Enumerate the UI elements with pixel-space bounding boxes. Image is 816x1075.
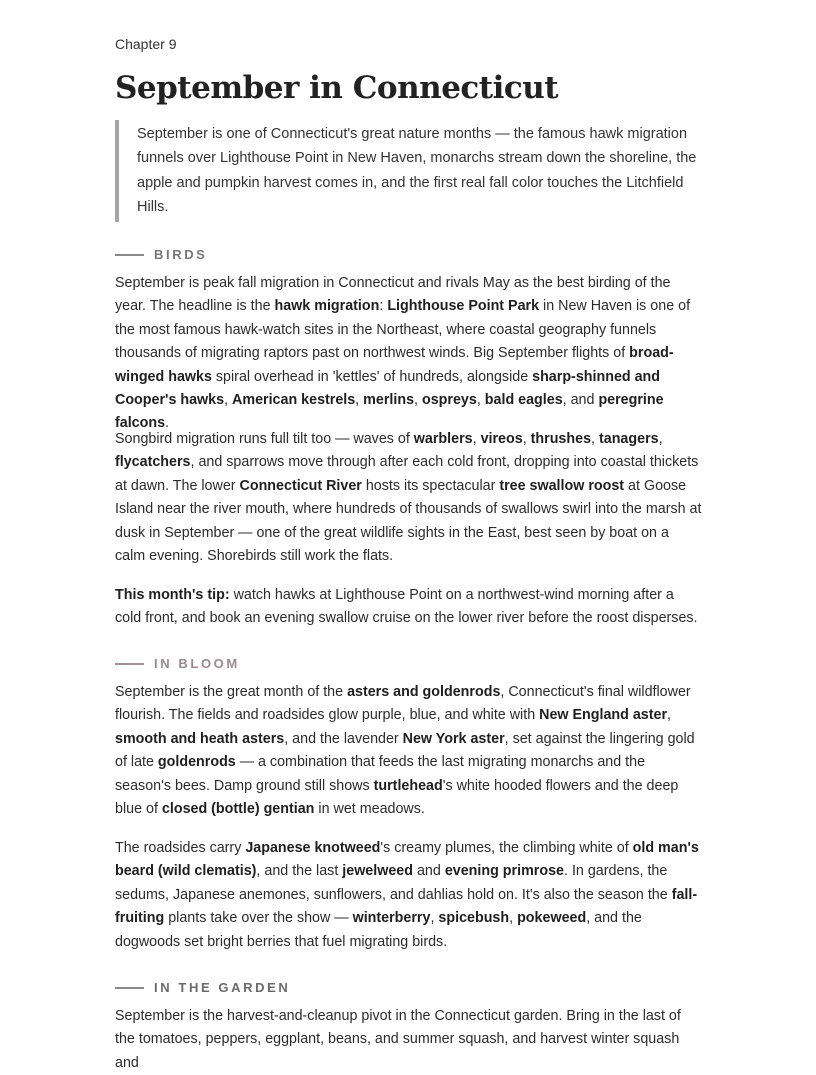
text-run: , and the lavender [284,730,403,747]
bold-term: tree swallow roost [499,477,625,494]
bold-term: American kestrels [232,392,356,409]
bold-term: flycatchers [115,454,191,471]
bold-term: merlins [363,392,415,409]
bloom-paragraph-2 [115,837,703,954]
bold-term: fall-fruiting [115,886,698,927]
bold-term: warblers [413,431,473,447]
section-heading-in-bloom [115,656,240,671]
bold-term: hawk migration [274,298,380,315]
text-run: , Connecticut's final wildflower flourish. The fields and roadsides glow purple, blue, and white with [115,684,691,724]
bold-term: evening primrose [444,863,564,880]
intro-blockquote: September is one of Connecticut's great nature months — the famous hawk migration funnels over Lighthouse Point in New Haven, monarchs stream down the shoreline, the apple and pumpkin harvest comes in, and the first real fall color touches the Litchfield Hills. [115,120,700,222]
bold-term: bald eagles [484,392,563,409]
section-heading-label: BIRDS [154,247,208,262]
text-run: , and sparrows move through after each cold front, dropping into coastal thickets at dawn. The lower [115,454,699,494]
bold-term: This month's tip: [115,587,230,603]
birds-paragraph-1 [115,272,703,436]
text-run: spiral overhead in 'kettles' of hundreds, alongside [211,368,533,385]
section-heading-label: IN BLOOM [154,656,240,671]
section-heading-label: IN THE GARDEN [154,980,291,995]
section-rule [115,987,144,989]
text-run: , set against the lingering gold of late [115,730,695,771]
text-run: , [472,431,481,447]
text-run: , [476,392,485,409]
text-run: . [165,415,170,432]
text-run: 's creamy plumes, the climbing white of [380,840,633,856]
text-run: , [522,431,531,447]
bold-term: thrushes [530,431,592,447]
birds-paragraph-2 [115,428,703,568]
section-heading-birds [115,247,207,262]
text-run: September is peak fall migration in Connecticut and rivals May as the best birding of the year. The headline is the [115,275,671,315]
chapter-label: Chapter 9 [115,36,177,52]
bold-term: turtlehead [373,777,443,794]
bold-term: Lighthouse Point Park [387,298,540,315]
bloom-paragraph-1 [115,681,703,821]
bold-term: sharp-shinned and Cooper's hawks [115,368,661,409]
bold-term: peregrine falcons [115,392,664,432]
text-run: , [414,392,422,409]
bold-term: broad-winged hawks [115,345,674,385]
text-run: , [355,392,364,409]
bold-term: closed (bottle) gentian [161,801,315,818]
chapter-title: September in Connecticut [115,70,559,106]
bold-term: smooth and heath asters [115,730,285,747]
text-run: , [509,910,518,927]
text-run: 's white hooded flowers and the deep blue of [115,777,679,818]
text-run: , [591,431,599,447]
bold-term: ospreys [421,392,477,409]
text-run: , [430,910,439,927]
text-run: — a combination that feeds the last migrating monarchs and the season's bees. Damp ground still shows [115,754,646,794]
text-run: September is the great month of the [115,684,348,700]
bold-term: Connecticut River [239,477,362,494]
text-run: . In gardens, the sedums, Japanese anemones, sunflowers, and dahlias hold on. It's also the season the [115,863,672,903]
text-run: : [379,298,388,315]
text-run: , and the last [256,863,343,880]
bold-term: pokeweed [517,910,587,927]
text-run: , [224,392,233,409]
bold-term: old man's beard (wild clematis) [115,840,699,880]
bold-term: Japanese knotweed [245,840,381,856]
text-run: and [413,863,445,880]
text-run: at Goose Island near the river mouth, where hundreds of thousands of swallows swirl into the marsh at dusk in September — one of the great wildlife sights in the East, best seen by boat on a calm evening. Shorebirds still work the flats. [115,477,702,565]
garden-paragraph-1 [115,1005,703,1075]
text-run: The roadsides carry [115,840,246,856]
bold-term: goldenrods [157,754,236,771]
birds-tip-paragraph [115,584,703,631]
text-run: September is the harvest-and-cleanup pivot in the Connecticut garden. Bring in the last of the tomatoes, peppers, eggplant, beans, and summer squash, and harvest winter squash and [115,1008,681,1071]
section-rule [115,254,144,256]
text-run: Songbird migration runs full tilt too — waves of [115,431,414,447]
bold-term: New England aster [539,707,668,724]
section-heading-in-the-garden [115,980,290,995]
bold-term: asters and goldenrods [347,684,501,700]
bold-term: spicebush [438,910,510,927]
text-run: watch hawks at Lighthouse Point on a northwest-wind morning after a cold front, and book an evening swallow cruise on the lower river before the roost disperses. [115,587,698,627]
text-run: , and [562,392,599,409]
text-run: in New Haven is one of the most famous hawk-watch sites in the Northeast, where coastal geography funnels thousands of migrating raptors past on northwest winds. Big September flights of [115,298,691,362]
text-run: , [667,707,672,724]
text-run: hosts its spectacular [361,477,500,494]
bold-term: New York aster [402,730,505,747]
bold-term: winterberry [352,910,431,927]
text-run: , and the dogwoods set bright berries that fuel migrating birds. [115,910,642,950]
text-run: in wet meadows. [314,801,425,818]
bold-term: vireos [480,431,523,447]
bold-term: tanagers [598,431,659,447]
text-run: plants take over the show — [164,910,353,927]
bold-term: jewelweed [342,863,413,880]
section-rule [115,663,144,665]
text-run: , [658,431,663,447]
